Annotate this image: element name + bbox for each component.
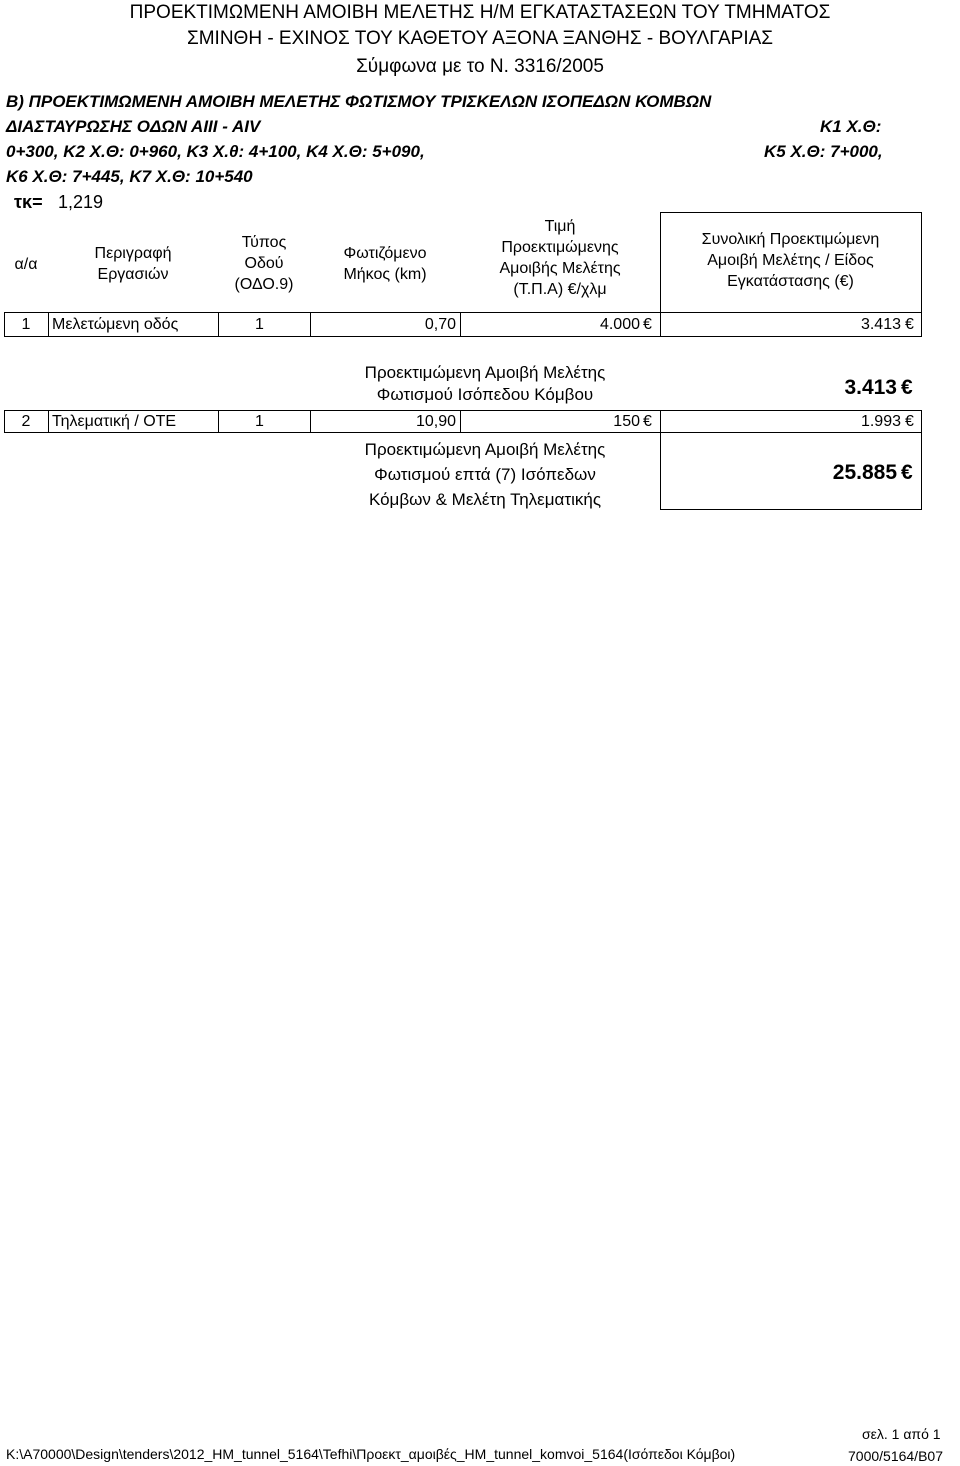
euro-icon: € bbox=[643, 413, 652, 430]
table-line-grand-bottom bbox=[660, 509, 922, 510]
title-line-2: ΣΜΙΝΘΗ - ΕΧΙΝΟΣ ΤΟΥ ΚΑΘΕΤΟΥ ΑΞΟΝΑ ΞΑΝΘΗΣ - ΒΟΥΛΓΑΡΙΑΣ bbox=[186, 28, 774, 49]
euro-icon: € bbox=[901, 461, 913, 484]
section-line-4: Κ6 Χ.Θ: 7+445, Κ7 Χ.Θ: 10+540 bbox=[6, 167, 253, 186]
section-line-1: Β) ΠΡΟΕΚΤΙΜΩΜΕΝΗ ΑΜΟΙΒΗ ΜΕΛΕΤΗΣ ΦΩΤΙΣΜΟΥ ΤΡΙΣΚΕΛΩΝ ΙΣΟΠΕΔΩΝ ΚΟΜΒΩΝ bbox=[6, 92, 712, 111]
header-road-type: Τύπος Οδού (ΟΔΟ.9) bbox=[234, 234, 294, 293]
table-line-r2-v6 bbox=[921, 410, 922, 510]
header-price: Τιμή Προεκτιμώμενης Αμοιβής Μελέτης (Τ.Π.Α) €/χλμ bbox=[499, 218, 621, 298]
table-line-total-top bbox=[660, 212, 922, 213]
row1-aa: 1 bbox=[21, 316, 31, 333]
table-line-v1 bbox=[48, 312, 49, 337]
section-line-2: ΔΙΑΣΤΑΥΡΩΣΗΣ ΟΔΩΝ ΑΙΙΙ - ΑΙV bbox=[6, 117, 261, 136]
tk-label: τκ= bbox=[14, 192, 43, 212]
row1-price: 4.000 bbox=[599, 316, 640, 333]
row1-road-type: 1 bbox=[255, 316, 264, 333]
footer-code: 7000/5164/B07 bbox=[848, 1448, 943, 1464]
row2-description: Τηλεματική / ΟΤΕ bbox=[52, 413, 177, 430]
row1-description: Μελετώμενη οδός bbox=[52, 316, 179, 333]
footer-path: K:\A70000\Design\tenders\2012_HM_tunnel_5164\Tefhi\Προεκτ_αμοιβές_HM_tunnel_komvoi_5164(Ισόπεδοι Κόμβοι) bbox=[6, 1446, 736, 1462]
header-length: Φωτιζόμενο Μήκος (km) bbox=[343, 245, 427, 283]
section-line-3: 0+300, Κ2 Χ.Θ: 0+960, Κ3 Χ.θ: 4+100, Κ4 Χ.Θ: 5+090, bbox=[6, 142, 425, 161]
section-line-3-right: Κ5 Χ.Θ: 7+000, bbox=[764, 142, 883, 161]
title-line-1: ΠΡΟΕΚΤΙΜΩΜΕΝΗ ΑΜΟΙΒΗ ΜΕΛΕΤΗΣ Η/Μ ΕΓΚΑΤΑΣΤΑΣΕΩΝ ΤΟΥ ΤΜΗΜΑΤΟΣ bbox=[129, 2, 831, 23]
euro-icon: € bbox=[643, 316, 652, 333]
grand-total-label: Προεκτιμώμενη Αμοιβή Μελέτης Φωτισμού επτά (7) Ισόπεδων Κόμβων & Μελέτη Τηλεματικής bbox=[364, 440, 606, 509]
row2-road-type: 1 bbox=[255, 413, 264, 430]
header-description: Περιγραφή Εργασιών bbox=[94, 245, 172, 283]
row2-length: 10,90 bbox=[415, 413, 456, 430]
header-total: Συνολική Προεκτιμώμενη Αμοιβή Μελέτης / Είδος Εγκατάστασης (€) bbox=[701, 231, 880, 290]
euro-icon: € bbox=[901, 376, 913, 399]
table-line-header-bottom bbox=[4, 312, 922, 313]
row2-price: 150 bbox=[613, 413, 640, 430]
table-line-r2-v2 bbox=[218, 410, 219, 433]
subtotal-value: 3.413 bbox=[844, 376, 897, 399]
table-line-row1-bottom bbox=[4, 336, 922, 337]
table-line-r2-v1 bbox=[48, 410, 49, 433]
footer-page: σελ. 1 από 1 bbox=[862, 1426, 941, 1442]
header-aa: α/α bbox=[14, 256, 38, 273]
grand-total-value: 25.885 bbox=[832, 461, 897, 484]
euro-icon: € bbox=[905, 413, 914, 430]
tk-value: 1,219 bbox=[58, 192, 104, 212]
euro-icon: € bbox=[905, 316, 914, 333]
table-line-v2 bbox=[218, 312, 219, 337]
row2-total: 1.993 bbox=[860, 413, 901, 430]
table-line-v6 bbox=[921, 212, 922, 337]
row2-aa: 2 bbox=[21, 413, 31, 430]
table-line-row2-bottom bbox=[4, 432, 922, 433]
row1-total: 3.413 bbox=[860, 316, 901, 333]
title-line-3: Σύμφωνα με το Ν. 3316/2005 bbox=[356, 56, 604, 77]
row1-length: 0,70 bbox=[424, 316, 456, 333]
subtotal-label: Προεκτιμώμενη Αμοιβή Μελέτης Φωτισμού Ισόπεδου Κόμβου bbox=[364, 363, 606, 404]
section-line-2-right: Κ1 Χ.Θ: bbox=[820, 117, 882, 136]
